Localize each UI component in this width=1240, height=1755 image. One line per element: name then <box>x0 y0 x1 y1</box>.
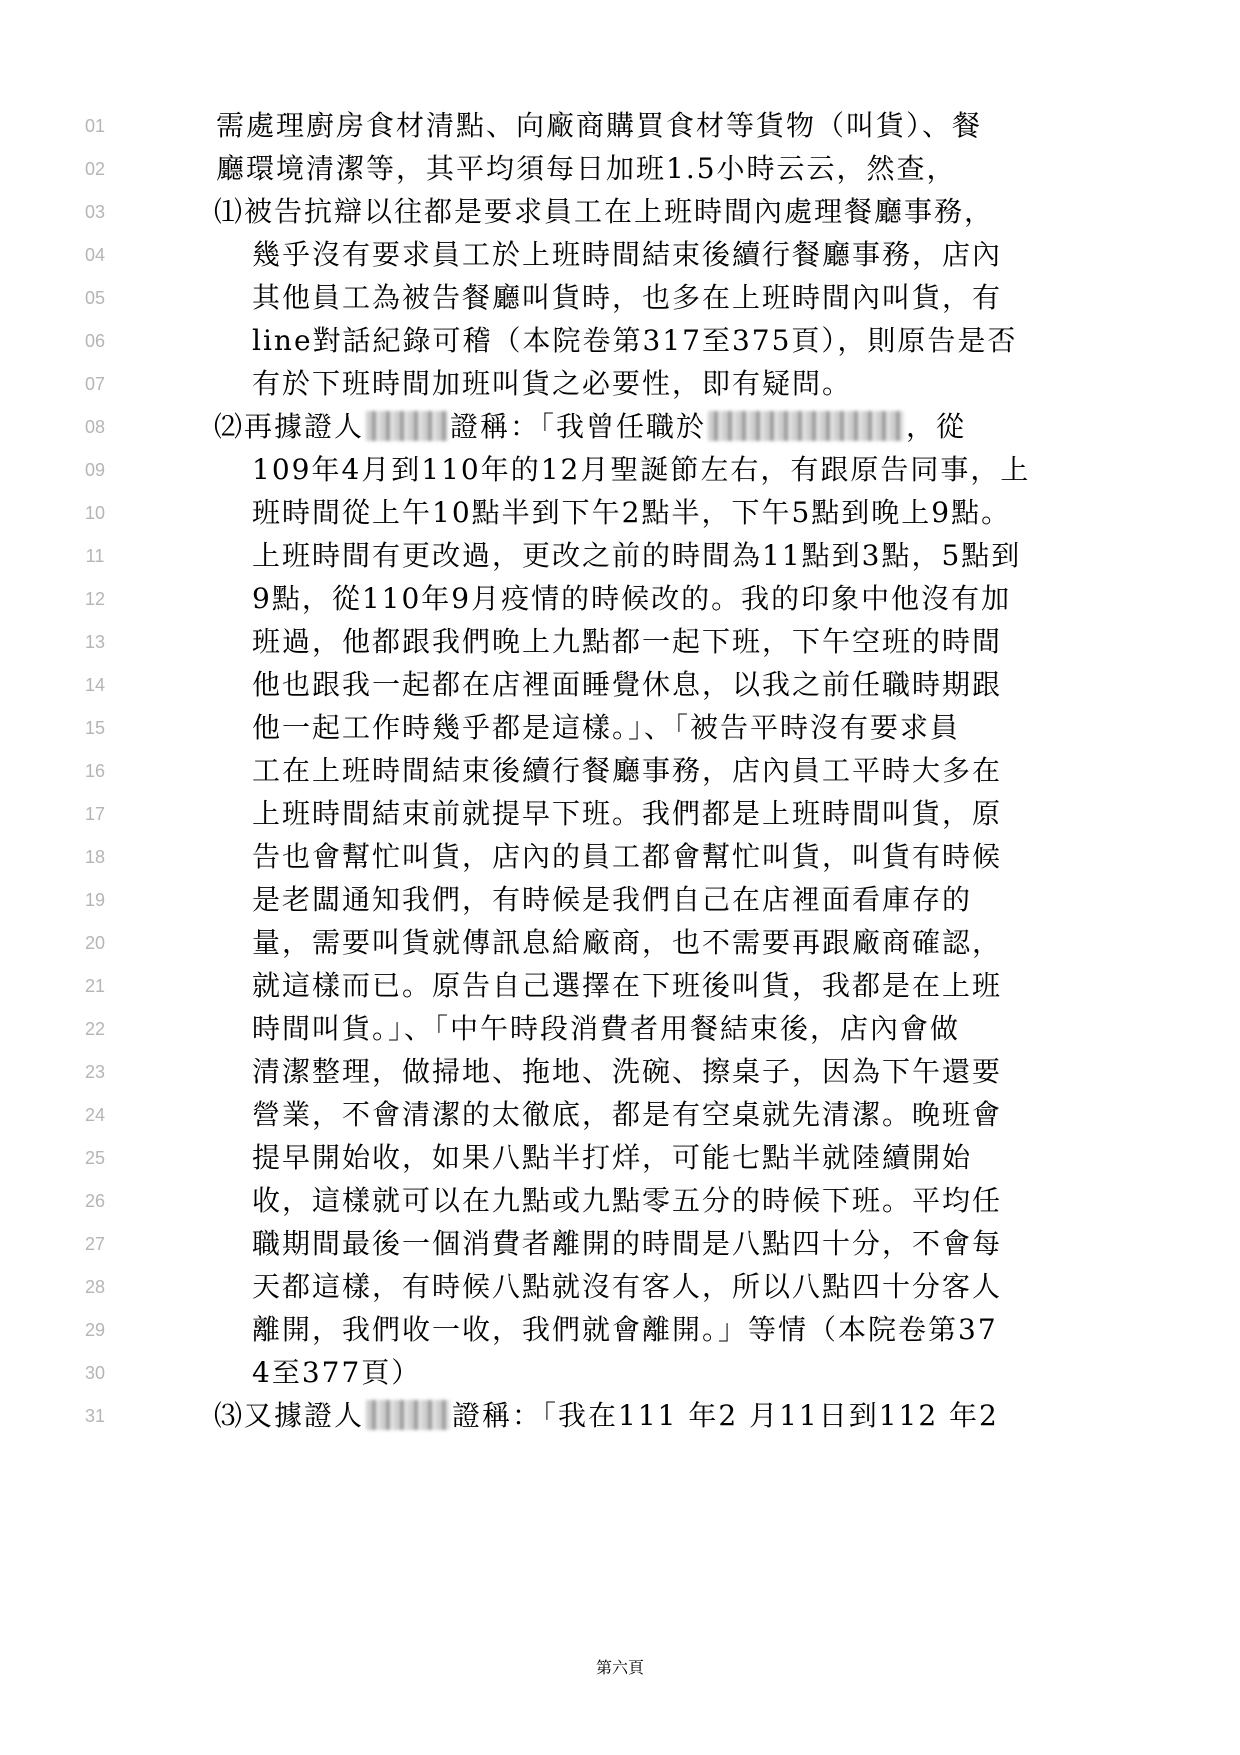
line-text: 班時間從上午10點半到下午2點半，下午5點到晚上9點。 <box>252 496 1012 529</box>
text-line <box>0 448 1240 496</box>
redacted-name <box>708 411 904 441</box>
redacted-name <box>366 411 448 441</box>
line-number: 05 <box>84 288 106 308</box>
line-text-segment: ⑵再據證人 <box>214 410 365 443</box>
line-text: 需處理廚房食材清點、向廠商購買食材等貨物（叫貨）、餐 <box>216 109 983 142</box>
line-text: 時間叫貨。」、「中午時段消費者用餐結束後，店內會做 <box>252 1012 961 1045</box>
line-number: 30 <box>84 1363 106 1383</box>
text-line <box>0 534 1240 582</box>
line-number: 25 <box>84 1148 106 1168</box>
line-number: 01 <box>84 116 106 136</box>
line-text: 離開，我們收一收，我們就會離開。」等情（本院卷第37 <box>252 1313 998 1346</box>
line-text: 告也會幫忙叫貨，店內的員工都會幫忙叫貨，叫貨有時候 <box>252 840 1003 873</box>
text-line <box>0 405 1240 453</box>
text-line <box>0 577 1240 625</box>
line-text-segment: 證稱：「我曾任職於 <box>450 410 707 443</box>
text-line <box>0 1265 1240 1313</box>
line-number: 04 <box>84 245 106 265</box>
line-text: 有於下班時間加班叫貨之必要性，即有疑問。 <box>252 367 853 400</box>
line-text: line對話紀錄可稽（本院卷第317至375頁），則原告是否 <box>252 324 1018 357</box>
line-number: 20 <box>84 933 106 953</box>
line-number: 19 <box>84 890 106 910</box>
line-text: 量，需要叫貨就傳訊息給廠商，也不需要再跟廠商確認， <box>252 926 1003 959</box>
line-number: 13 <box>84 632 106 652</box>
line-number: 23 <box>84 1062 106 1082</box>
line-text: 9點，從110年9月疫情的時候改的。我的印象中他沒有加 <box>252 582 1012 615</box>
line-text: 他一起工作時幾乎都是這樣。」、「被告平時沒有要求員 <box>252 711 961 744</box>
page-footer: 第六頁 <box>595 1658 644 1677</box>
line-number: 15 <box>84 718 106 738</box>
line-number: 31 <box>84 1406 106 1426</box>
line-number: 14 <box>84 675 106 695</box>
text-line <box>0 706 1240 754</box>
line-text-segment: 證稱：「我在111 年2 月11日到112 年2 <box>452 1399 999 1432</box>
line-text: 109年4月到110年的12月聖誕節左右，有跟原告同事，上 <box>252 453 1031 486</box>
text-line <box>0 620 1240 668</box>
line-text: 廳環境清潔等，其平均須每日加班1.5小時云云，然查， <box>216 152 957 185</box>
line-number: 17 <box>84 804 106 824</box>
line-text: ⑴被告抗辯以往都是要求員工在上班時間內處理餐廳事務， <box>214 195 995 228</box>
line-number: 11 <box>85 546 105 566</box>
line-number: 21 <box>84 976 106 996</box>
line-text: 是老闆通知我們，有時候是我們自己在店裡面看庫存的 <box>252 883 973 916</box>
line-number: 10 <box>84 503 106 523</box>
line-number: 08 <box>84 417 106 437</box>
text-line <box>0 1351 1240 1399</box>
line-text: 上班時間結束前就提早下班。我們都是上班時間叫貨，原 <box>252 797 1003 830</box>
line-number: 07 <box>84 374 106 394</box>
line-text: 4至377頁） <box>252 1356 422 1389</box>
line-number: 22 <box>84 1019 106 1039</box>
text-line <box>0 1222 1240 1270</box>
line-text: 營業，不會清潔的太徹底，都是有空桌就先清潔。晚班會 <box>252 1098 1003 1131</box>
line-number: 26 <box>84 1191 106 1211</box>
line-text: 提早開始收，如果八點半打烊，可能七點半就陸續開始 <box>252 1141 973 1174</box>
line-text: 收，這樣就可以在九點或九點零五分的時候下班。平均任 <box>252 1184 1003 1217</box>
line-number: 03 <box>84 202 106 222</box>
line-text: 幾乎沒有要求員工於上班時間結束後續行餐廳事務，店內 <box>252 238 1003 271</box>
line-text-segment: ，從 <box>906 410 967 443</box>
line-number: 27 <box>84 1234 106 1254</box>
text-line <box>0 1394 1240 1442</box>
text-line <box>0 147 1240 195</box>
line-number: 18 <box>84 847 106 867</box>
text-line <box>0 319 1240 367</box>
text-line <box>0 964 1240 1012</box>
text-line <box>0 1136 1240 1184</box>
text-line <box>0 663 1240 711</box>
line-text: 其他員工為被告餐廳叫貨時，也多在上班時間內叫貨，有 <box>252 281 1003 314</box>
text-line <box>0 749 1240 797</box>
redacted-name <box>366 1400 450 1430</box>
line-number: 29 <box>84 1320 106 1340</box>
text-line <box>0 1179 1240 1227</box>
line-number: 28 <box>84 1277 106 1297</box>
line-text <box>214 405 966 449</box>
line-text: 上班時間有更改過，更改之前的時間為11點到3點，5點到 <box>252 539 1022 572</box>
line-text-segment: ⑶又據證人 <box>214 1399 365 1432</box>
line-number: 12 <box>84 589 106 609</box>
line-number: 24 <box>84 1105 106 1125</box>
text-line <box>0 233 1240 281</box>
text-line <box>0 1050 1240 1098</box>
line-text: 職期間最後一個消費者離開的時間是八點四十分，不會每 <box>252 1227 1003 1260</box>
text-line <box>0 276 1240 324</box>
text-line <box>0 878 1240 926</box>
line-text: 就這樣而已。原告自己選擇在下班後叫貨，我都是在上班 <box>252 969 1003 1002</box>
line-text: 清潔整理，做掃地、拖地、洗碗、擦桌子，因為下午還要 <box>252 1055 1003 1088</box>
line-text: 班過，他都跟我們晚上九點都一起下班，下午空班的時間 <box>252 625 1003 658</box>
text-line <box>0 1093 1240 1141</box>
text-line <box>0 491 1240 539</box>
text-line <box>0 1308 1240 1356</box>
text-line <box>0 1007 1240 1055</box>
text-line <box>0 190 1240 238</box>
line-number: 09 <box>84 460 106 480</box>
line-number: 16 <box>84 761 106 781</box>
text-line <box>0 104 1240 152</box>
line-text: 他也跟我一起都在店裡面睡覺休息，以我之前任職時期跟 <box>252 668 1003 701</box>
text-line <box>0 792 1240 840</box>
line-text: 天都這樣，有時候八點就沒有客人，所以八點四十分客人 <box>252 1270 1003 1303</box>
text-line <box>0 835 1240 883</box>
line-text: 工在上班時間結束後續行餐廳事務，店內員工平時大多在 <box>252 754 1003 787</box>
text-line <box>0 921 1240 969</box>
line-text <box>214 1394 999 1438</box>
line-number: 06 <box>84 331 106 351</box>
line-number: 02 <box>84 159 106 179</box>
text-line <box>0 362 1240 410</box>
